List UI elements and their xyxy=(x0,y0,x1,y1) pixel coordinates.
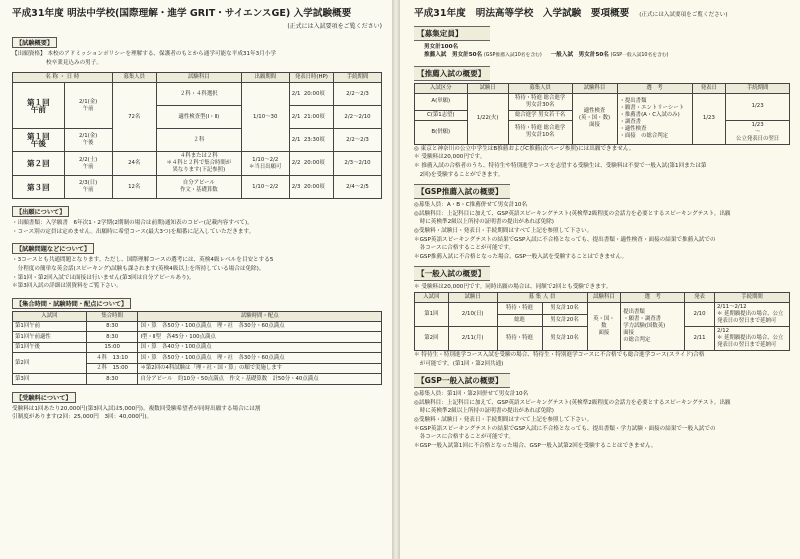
gsp-rec-line: ＊GSP英語スピーキングテストの結果でGSP入試に不合格となっても、提出書類・適性検査・面接の結果で推薦入試での xyxy=(414,236,716,243)
table-row: 第３回 2/3(日) 午前 12名 自分アピール 作文・基礎算数 1/10〜2/2 2/3 20:00頃 2/4〜2/5 xyxy=(13,176,382,199)
table-row: A(単願) 1/22(火) 特待・特進 総合進学 男女計30名 適性検査 (英・国・数) 面接 ・提出書類 ・願書・エントリーシート ・推薦書(A・C入試のみ) ・調査書 ・適性検査 ・面接 の総合判定 1/23 1/23 xyxy=(415,93,790,110)
col-header: 手続期間 xyxy=(715,292,790,302)
gsp-rec-line: ◎募集人員：A・B・C推薦併せて男女計10名 xyxy=(414,202,528,209)
fee-line: 受験料は1回あたり20,000円(第3回入試は5,000円)。複数回受験希望者が同時出願する場合には割 xyxy=(12,405,261,412)
col-header: 集合時間 xyxy=(86,311,138,321)
rec-note: ＊ 推薦入試の合格者のうち、特待生や特別進学コースを志望する受験生は、受験料は不要で一般入試(第1回または第 xyxy=(414,163,707,169)
col-header: 試験日 xyxy=(467,83,508,93)
gsp-rec-line: ＊GSP推薦入試に不合格となった場合、GSP一般入試を受験することはできません。 xyxy=(414,253,628,260)
col-header: 名 称 ・ 日 時 xyxy=(13,73,113,83)
col-header: 募集人員 xyxy=(508,83,572,93)
table-row: 第1回午前 8:30 国・算 各50分・100点満点 理・社 各30分・60点満点 xyxy=(13,321,382,332)
col-header: 試験時間・配点 xyxy=(138,311,382,321)
col-header: 入試回 xyxy=(13,311,87,321)
page-gutter xyxy=(392,0,400,559)
exam-schedule-table xyxy=(12,72,382,199)
table-row: 第3回 8:30 自分アピール 約10分・50点満点 作文・基礎算数 計50分・40点満点 xyxy=(13,374,382,385)
recommendation-table xyxy=(414,83,790,145)
section-heading: 【試験概要】 xyxy=(12,37,57,48)
exam-time-table xyxy=(12,311,382,385)
table-row: 第2回 ４科 13:10 国・算 各50分・100点満点 理・社 各30分・60点満点 xyxy=(13,353,382,364)
gsp-gen-line: ◎試験科目：上記科目に加えて、GSP英語スピーキングテスト(英検準2級程度の会話力を必要とするスピーキングテスト。出願 xyxy=(414,399,731,406)
col-header: 出願期間 xyxy=(241,73,289,83)
section-heading: 【試験問題などについて】 xyxy=(12,243,94,254)
section-heading: 【受験料について】 xyxy=(12,392,76,403)
section-heading: 【募集定員】 xyxy=(414,26,490,41)
gen-fee: ＊ 受験料は20,000円です。同時出願の場合は、同額で2回とも受験できます。 xyxy=(414,284,612,291)
gen-note: ＊ 特待生・特別進学コース入試を受験の場合、特待生・特別進学コースに不合格でも総合進学コース(スライド)合格 xyxy=(414,351,705,358)
rec-note: ＊ 受験料は20,000円です。 xyxy=(414,154,486,161)
col-header: 手続期間 xyxy=(333,73,381,83)
page-title: 平成31年度 明法高等学校 入学試験 要項概要 (正式には入試要項をご覧ください) xyxy=(414,8,728,19)
col-header: 選 考 xyxy=(617,83,692,93)
gsp-gen-line: 時に英検準2級以上所持の証明書の提出があれば免除) xyxy=(414,408,554,415)
exam-line: 分程度の簡単な英会話(スピーキング)試験も課されます(英検4級以上を所持している場合は免除)。 xyxy=(12,265,265,272)
col-header: 選 考 xyxy=(621,292,685,302)
col-header: 試験科目 xyxy=(156,73,241,83)
section-heading: 【GSP一般入試の概要】 xyxy=(414,373,510,388)
section-heading: 【GSP推薦入試の概要】 xyxy=(414,184,510,199)
section-heading: 【集合時間・試験時間・配点について】 xyxy=(12,298,131,309)
col-header: 募集人員 xyxy=(112,73,156,83)
general-exam-table: 入試回 試験日 募 集 人 員 試験科目 選 考 発表 手続期間 第1回 2/10(日) 特待・特進 男女計10名 英・国・ 数 面接 提出書類 ・願書・調査書 学力試験(国数英) 面接 の総合判定 2/10 2/11〜2/12 ＊ 延期願提出の場合、公立 発表日の翌日まで延納可 総進 男女計20名 第2回 2/11(月) 特待・特進 男女計10名 2/11 2/12 ＊ 延期願提出の場合、公立 発表日の翌日まで延納可 xyxy=(414,292,790,351)
fee-line: 引制度があります(2回：25,000円 3回：40,000円)。 xyxy=(12,414,153,421)
gsp-rec-line: ◎受験料・試験日・発表日・手続期間はすべて上記を参照して下さい。 xyxy=(414,227,593,234)
section-heading: 【推薦入試の概要】 xyxy=(414,66,490,81)
gsp-gen-line: 各コースに合格することが可能です。 xyxy=(414,434,514,441)
table-row: 第１回 午後 2/1(金) 午後 ２科 2/1 23:30頃 2/2〜2/3 xyxy=(13,129,382,152)
col-header: 発表日 xyxy=(692,83,726,93)
col-header: 試験日 xyxy=(448,292,497,302)
col-header: 入試回 xyxy=(415,292,449,302)
rec-note: ◎ 東京と神奈川の公立中学生はB推薦およびC推薦(次ページ参照)には出願できません。 xyxy=(414,145,635,152)
eligibility: 【出願資格】 本校のアドミッションポリシーを理解する、保護者のもとから通学可能な平成31年3月小学 xyxy=(12,51,276,57)
exam-line: ・3コースとも共通問題となります。ただし、国際理解コースの選考には、英検4級レベルを目安とする5 xyxy=(12,257,274,264)
col-header: 募 集 人 員 xyxy=(497,292,587,302)
high-school-page xyxy=(400,0,800,559)
table-row: 第２回 2/2(土) 午前 24名 ４科または２科 ＊４科と２科で集合時間が 異なります(下記参照) 1/10〜2/2 ＊当日出願可 2/2 20:00頃 2/3〜2/10 xyxy=(13,152,382,176)
table-row: ２科 15:00 ＊第2回の4科試験は「理・社・国・算」の順で実施します xyxy=(13,363,382,374)
gsp-gen-line: ＊GSP英語スピーキングテストの結果でGSP入試に不合格となっても、提出書類・学力試験・面接の結果で一般入試での xyxy=(414,425,716,432)
app-line: ・コース別の定員は定めません。出願時に希望コース(最大3つ)を順番に記入していただきます。 xyxy=(12,228,255,235)
junior-high-page xyxy=(0,0,392,559)
exam-line: ＊第3回入試の詳細は別資料をご覧下さい。 xyxy=(12,283,122,290)
gsp-rec-line: ◎試験科目：上記科目に加えて、GSP英語スピーキングテスト(英検準2級程度の会話力を必要とするスピーキングテスト。出願 xyxy=(414,210,731,217)
gsp-rec-line: 時に英検準2級以上所持の証明書の提出があれば免除) xyxy=(414,219,554,226)
section-heading: 【出願について】 xyxy=(12,206,69,217)
table-row: 第1回午後 15:00 国・算 各40分・100点満点 xyxy=(13,342,382,353)
table-row: C(第1志望) 総合進学 男女若干名 xyxy=(415,110,790,120)
table-row: 総進 男女計20名 xyxy=(415,314,790,326)
page-title: 平成31年度 明法中学校(国際理解・進学 GRIT・サイエンスGE) 入学試験概要 xyxy=(12,8,352,19)
table-row: 第１回 午前 2/1(金) 午前 72名 ２科・４科選択 1/10〜30 2/1 20:00頃 2/2〜2/3 xyxy=(13,83,382,106)
capacity-line: 推薦入試 男女計50名 (GSP推薦入試10名を含む) 一般入試 男女計50名 (GSP一般入試10名を含む) xyxy=(424,52,669,59)
section-heading: 【一般入試の概要】 xyxy=(414,266,490,281)
col-header: 手続期間 xyxy=(726,83,790,93)
gsp-gen-line: ◎募集人員：第1回・第2回併せて男女計10名 xyxy=(414,391,529,398)
eligibility-cont: 校卒業見込みの男子。 xyxy=(46,59,102,66)
gsp-rec-line: 各コースに合格することが可能です。 xyxy=(414,245,514,252)
gsp-gen-line: ＊GSP一般入試第1回に不合格となった場合、GSP一般入試第2回を受験することはできません。 xyxy=(414,442,657,449)
table-row: 適性検査型(Ⅰ・Ⅱ) 2/1 21:00頃 2/2〜2/10 xyxy=(13,106,382,129)
col-header: 発表 xyxy=(685,292,715,302)
col-header: 発表日時(HP) xyxy=(289,73,333,83)
table-row: B(併願) 特待・特進 総合進学 男女計10名 1/23 〜 公立発表日の翌日 xyxy=(415,120,790,144)
app-line: ・出願書類：入学願書 6年次1・2学期(2期制の場合は前期)通知表のコピー(記載内容すべて)。 xyxy=(12,220,253,227)
col-header: 入試区分 xyxy=(415,83,468,93)
rec-note: 2回)を受験することができます。 xyxy=(414,171,504,178)
col-header: 試験科目 xyxy=(587,292,621,302)
capacity-total: 男女計100名 xyxy=(424,44,459,50)
official-note: (正式には入試要項をご覧ください) xyxy=(287,23,382,30)
col-header: 試験科目 xyxy=(572,83,617,93)
gen-note: が可能です。(第1回・第2回共通) xyxy=(414,360,504,367)
table-row: 第1回午前適性 8:30 Ⅰ型・Ⅱ型 各45分・100点満点 xyxy=(13,332,382,343)
gsp-gen-line: ◎受験料・試験日・発表日・手続期間はすべて上記を参照して下さい。 xyxy=(414,416,593,423)
exam-line: ・第1回・第2回入試では面接は行いません(第3回は自分アピールあり)。 xyxy=(12,274,195,281)
table-row: 第1回 2/10(日) 特待・特進 男女計10名 英・国・ 数 面接 提出書類 ・願書・調査書 学力試験(国数英) 面接 の総合判定 2/10 2/11〜2/12 ＊ 延期願提出の場合、公立 発表日の翌日まで延納可 xyxy=(415,302,790,314)
